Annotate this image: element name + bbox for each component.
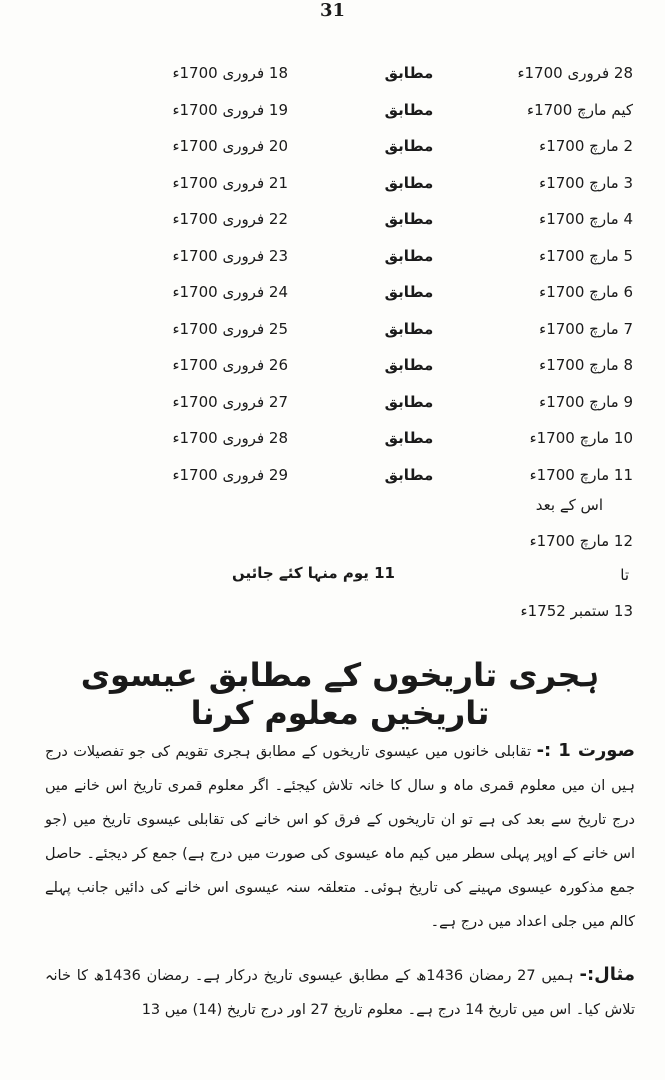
to-separator: تا (620, 566, 629, 584)
mutabiq-label: مطابق (384, 64, 434, 82)
table-row (0, 389, 665, 426)
table-row (0, 352, 665, 389)
gregorian-date-cell: 9 مارچ 1700ء (539, 392, 633, 411)
table-row (0, 425, 665, 462)
mutabiq-label: مطابق (384, 319, 434, 338)
julian-date-cell: 23 فروری 1700ء (172, 246, 288, 265)
mutabiq-label: مطابق (384, 356, 434, 374)
table-row (0, 170, 665, 207)
julian-date-cell: 29 فروری 1700ء (172, 465, 288, 484)
gregorian-date-cell: 3 مارچ 1700ء (539, 173, 633, 192)
table-row (0, 462, 665, 499)
mutabiq-label: مطابق (384, 210, 434, 228)
table-row (0, 243, 665, 280)
gregorian-date-cell: 5 مارچ 1700ء (539, 246, 633, 265)
mutabiq-label: مطابق (384, 246, 434, 265)
julian-date-cell: 26 فروری 1700ء (172, 356, 288, 374)
example-label: مثال:- (579, 964, 636, 985)
julian-date-cell: 24 فروری 1700ء (172, 283, 288, 301)
gregorian-date-cell: 8 مارچ 1700ء (539, 356, 633, 374)
julian-date-cell: 19 فروری 1700ء (172, 100, 288, 119)
gregorian-date-cell: 7 مارچ 1700ء (539, 319, 633, 338)
gregorian-date-cell: کیم مارچ 1700ء (527, 100, 633, 119)
from-date: 12 مارچ 1700ء (529, 532, 633, 550)
gregorian-date-cell: 4 مارچ 1700ء (539, 210, 633, 228)
paragraph-surat-1 (45, 734, 635, 939)
gregorian-date-cell: 11 مارچ 1700ء (529, 465, 633, 484)
mutabiq-label: مطابق (384, 137, 434, 155)
gregorian-date-cell: 28 فروری 1700ء (517, 64, 633, 82)
gregorian-date-cell: 10 مارچ 1700ء (529, 429, 633, 447)
julian-date-cell: 21 فروری 1700ء (172, 173, 288, 192)
julian-date-cell: 18 فروری 1700ء (172, 64, 288, 82)
julian-date-cell: 22 فروری 1700ء (172, 210, 288, 228)
gregorian-date-cell: 2 مارچ 1700ء (539, 137, 633, 155)
julian-date-cell: 27 فروری 1700ء (172, 392, 288, 411)
mutabiq-label: مطابق (384, 100, 434, 119)
date-correspondence-table (0, 60, 665, 498)
section-heading: ہجری تاریخوں کے مطابق عیسوی تاریخیں معلوم کرنا (80, 656, 600, 732)
after-label: اس کے بعد (535, 496, 603, 514)
mutabiq-label: مطابق (384, 465, 434, 484)
deduction-note: 11 یوم منہا کئے جائیں (232, 564, 395, 582)
julian-date-cell: 25 فروری 1700ء (172, 319, 288, 338)
table-row (0, 97, 665, 134)
table-row (0, 60, 665, 97)
julian-date-cell: 20 فروری 1700ء (172, 137, 288, 155)
paragraph-label: صورت 1 :- (536, 740, 635, 761)
paragraph-text: تقابلی خانوں میں عیسوی تاریخوں کے مطابق ہجری تقویم کی جو تفصیلات درج ہیں ان میں معلوم قمری ماہ و سال کا خانہ تلاش کیجئے۔ اگر معلوم قمری تاریخ اس خانے میں درج تاریخ سے بعد کی ہے تو ان تاریخوں کے فرق کو اس خانے کی تقابلی عیسوی تاریخ میں (جو اس خانے کے اوپر پہلی سطر میں کیم ماہ عیسوی کی صورت میں درج ہے) جمع کر دیجئے۔ حاصل جمع مذکورہ عیسوی مہینے کی تاریخ ہوئی۔ متعلقہ سنہ عیسوی اس خانے کی دائیں جانب پہلے کالم میں جلی اعداد میں درج ہے۔ (45, 744, 635, 930)
mutabiq-label: مطابق (384, 429, 434, 447)
mutabiq-label: مطابق (384, 392, 434, 411)
page-number: 31 (319, 0, 346, 21)
julian-date-cell: 28 فروری 1700ء (172, 429, 288, 447)
paragraph-example (45, 958, 635, 1027)
mutabiq-label: مطابق (384, 173, 434, 192)
table-row (0, 133, 665, 170)
table-row (0, 316, 665, 353)
table-row (0, 279, 665, 316)
table-row (0, 206, 665, 243)
to-date: 13 ستمبر 1752ء (520, 602, 633, 620)
example-text: ہمیں 27 رمضان 1436ھ کے مطابق عیسوی تاریخ درکار ہے۔ رمضان 1436ھ کا خانہ تلاش کیا۔ اس میں تاریخ 14 درج ہے۔ معلوم تاریخ 27 اور درج تاریخ (14) میں 13 (45, 968, 635, 1018)
mutabiq-label: مطابق (384, 283, 434, 301)
gregorian-date-cell: 6 مارچ 1700ء (539, 283, 633, 301)
